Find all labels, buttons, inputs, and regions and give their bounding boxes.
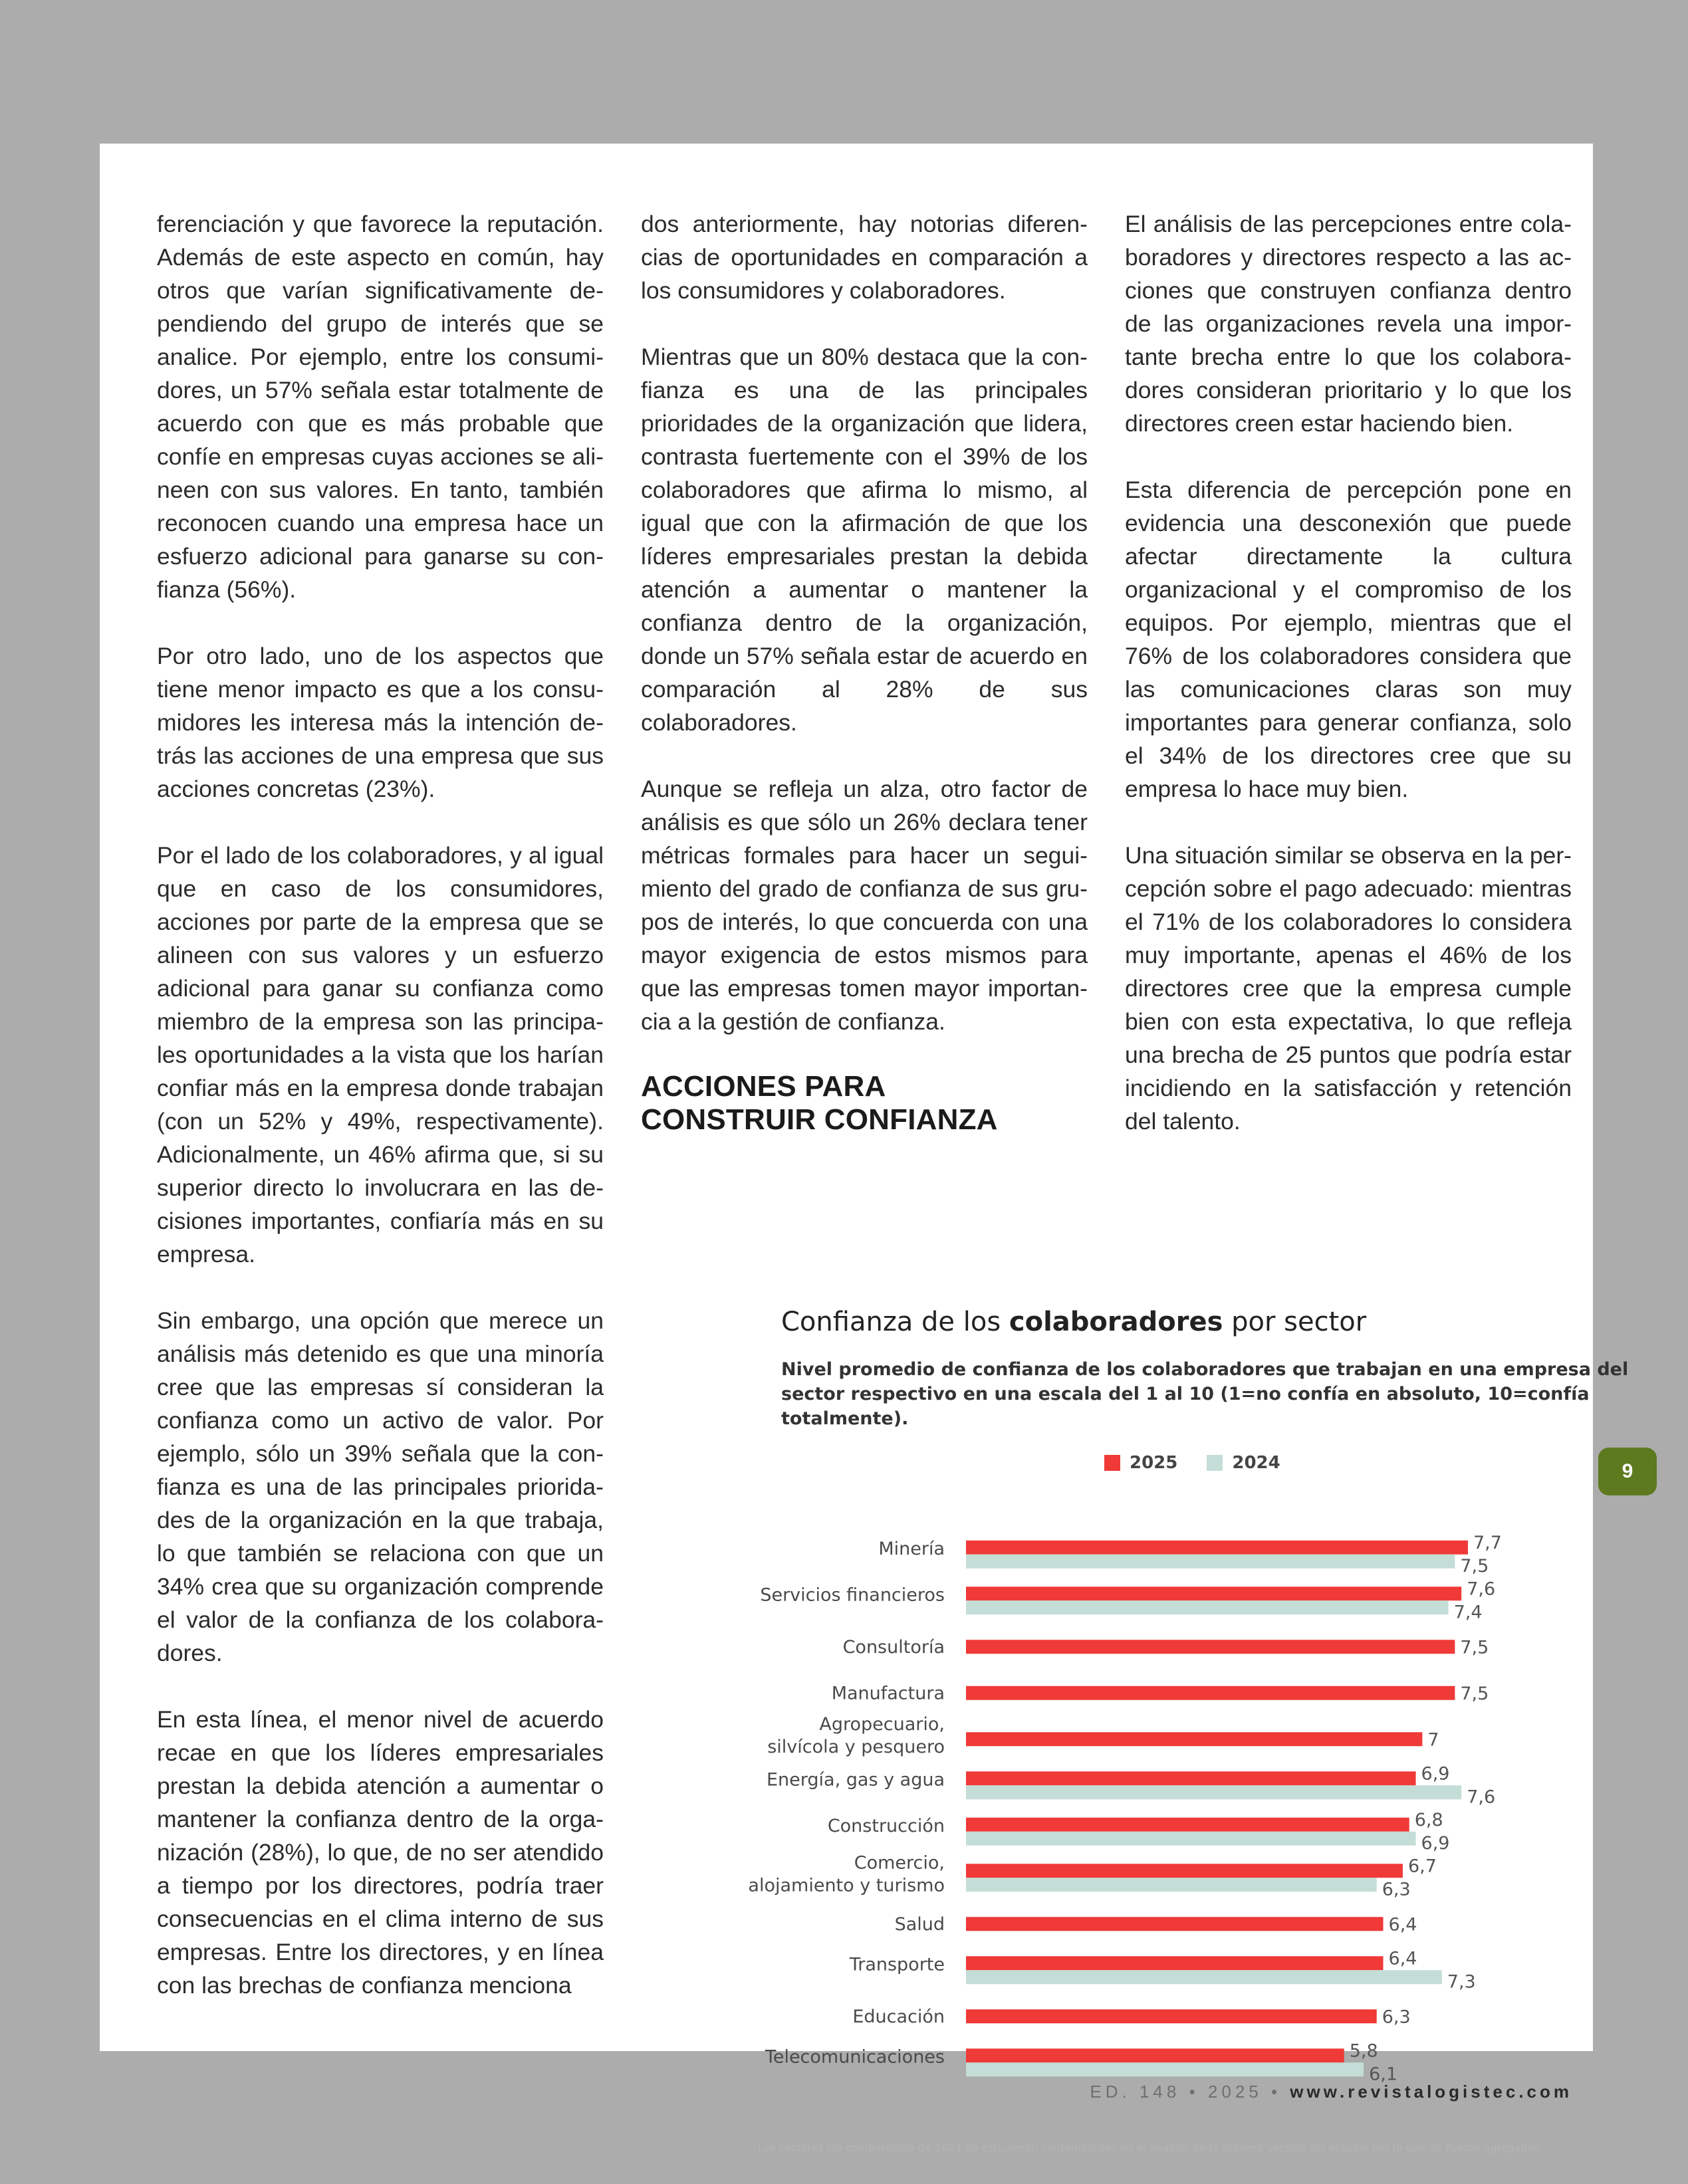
value-label-2024: 7,5 — [1460, 1555, 1489, 1577]
value-label-2024: 7,3 — [1447, 1971, 1476, 1993]
bar-2024 — [966, 1878, 1377, 1892]
bar-2025 — [966, 1818, 1409, 1832]
paragraph: En esta línea, el menor nivel de acuerdo recae en que los líderes empresariales prestan la debida atención a aumentar o mantener la confianza dentro de la organización (28%), lo que, de no ser atendido a tiempo por los directores, podría traer consecuencias en el clima interno de sus empresas. Entre los directores, y en línea con las brechas de confianza menciona — [157, 1706, 604, 1999]
paragraph: Por otro lado, uno de los aspectos que tiene menor impacto es que a los consumidores les interesa más la intención detrás las acciones de una empresa que sus acciones concretas (23%). — [157, 643, 604, 802]
bar-2025 — [966, 1686, 1455, 1700]
value-label-2025: 6,4 — [1388, 1914, 1417, 1935]
category-label — [767, 1714, 945, 1757]
paragraph: dos anteriormente, hay notorias diferencias de oportunidades en comparación a los consumidores y colaboradores. — [641, 211, 1088, 304]
category-label: Educación — [852, 2006, 945, 2027]
bar-2024 — [966, 1600, 1449, 1614]
value-label-2025: 7,7 — [1473, 1532, 1502, 1553]
footer-url[interactable]: www.revistalogistec.com — [1290, 2082, 1572, 2102]
category-label: Energía, gas y agua — [767, 1769, 945, 1791]
category-label: Construcción — [827, 1815, 945, 1836]
chart-title-prefix: Confianza de los — [781, 1307, 1009, 1337]
value-label-2024: 7,4 — [1453, 1602, 1483, 1623]
chart-footnote: ¹Los sectores sin comparación de 2024 no estuvieron contemplados en el análisis de la primera versión del estudio por lo que no fueron agregados. — [753, 2141, 1543, 2154]
value-label-2025: 6,9 — [1421, 1763, 1450, 1785]
category-label-line: Agropecuario, — [819, 1713, 945, 1735]
bar-2024 — [966, 1832, 1416, 1846]
value-label-2024: 6,9 — [1421, 1832, 1450, 1854]
paragraph: Aunque se refleja un alza, otro factor de análisis es que sólo un 26% declara tener métricas formales para hacer un seguimiento del grado de confianza de sus grupos de interés, lo que concuerda con una mayor exigencia de estos mismos para que las empresas tomen mayor importancia a la gestión de confianza. — [641, 776, 1088, 1035]
category-label-line: silvícola y pesquero — [767, 1736, 945, 1757]
text-column-1 — [157, 207, 604, 2035]
footer — [1090, 2082, 1572, 2102]
section-heading — [641, 1070, 1088, 1137]
footer-edition: ED. 148 • 2025 • — [1090, 2082, 1290, 2102]
value-label-2025: 6,3 — [1382, 2007, 1411, 2028]
bar-2024 — [966, 1970, 1442, 1984]
value-label-2025: 7 — [1427, 1729, 1439, 1751]
text-column-3 — [1125, 207, 1572, 1171]
paragraph: ferenciación y que favorece la reputación. Además de este aspecto en común, hay otros que varían significativamente dependiendo del grupo de interés que se analice. Por ejemplo, entre los consumidores, un 57% señala estar totalmente de acuerdo con que es más probable que confíe en empresas cuyas acciones se alineen con sus valores. En tanto, también reconocen cuando una empresa hace un esfuerzo adicional para ganarse su confianza (56%). — [157, 211, 604, 603]
bar-2025 — [966, 1732, 1422, 1746]
bar-2025 — [966, 2009, 1377, 2023]
value-label-2024: 7,6 — [1467, 1787, 1496, 1808]
section-heading-line-2: CONSTRUIR CONFIANZA — [641, 1103, 998, 1136]
value-label-2025: 6,4 — [1388, 1948, 1417, 1969]
category-label: Transporte — [849, 1954, 945, 1975]
chart-title-suffix: por sector — [1223, 1307, 1367, 1337]
paragraph: Esta diferencia de percepción pone en evidencia una desconexión que puede afectar directamente la cultura organizacional y el compromiso de los equipos. Por ejemplo, mientras que el 76% de los colaboradores considera que las comunicaciones claras son muy importantes para generar confianza, solo el 34% de los directores cree que su empresa lo hace muy bien. — [1125, 477, 1572, 802]
value-label-2025: 7,5 — [1460, 1637, 1489, 1658]
bar-2025 — [966, 1956, 1384, 1970]
value-label-2024: 6,1 — [1369, 2064, 1398, 2085]
section-heading-line-1: ACCIONES PARA — [641, 1070, 886, 1103]
paragraph: El análisis de las percepciones entre colaboradores y directores respecto a las acciones que construyen confianza dentro de las organizaciones revela una importante brecha entre lo que los colaboradores consideran prioritario y lo que los directores creen estar haciendo bien. — [1125, 211, 1572, 437]
legend-label-2025: 2025 — [1130, 1453, 1178, 1473]
sector-trust-chart — [741, 1300, 1685, 2184]
chart-subtitle: Nivel promedio de confianza de los colaboradores que trabajan en una empresa del sector respectivo en una escala del 1 al 10 (1=no confía en absoluto, 10=confía totalmente). — [781, 1359, 1629, 1429]
chart-title-bold: colaboradores — [1009, 1307, 1223, 1337]
bar-2025 — [966, 1917, 1384, 1931]
value-label-2025: 6,7 — [1407, 1856, 1437, 1877]
category-label — [748, 1852, 945, 1896]
bar-2025 — [966, 1640, 1455, 1654]
legend-label-2024: 2024 — [1232, 1453, 1280, 1473]
bar-2024 — [966, 2062, 1364, 2076]
value-label-2025: 6,8 — [1414, 1809, 1443, 1830]
bar-2025 — [966, 1541, 1468, 1555]
category-label-line: Comercio, — [854, 1852, 945, 1874]
chart-plot-area — [741, 1300, 1685, 2184]
bar-2024 — [966, 1555, 1455, 1569]
paragraph: Una situación similar se observa en la percepción sobre el pago adecuado: mientras el 71% de los colaboradores lo considera muy importante, apenas el 46% de los directores cree que la empresa cumple bien con esta expectativa, lo que refleja una brecha de 25 puntos que podría estar incidiendo en la satisfacción y retención del talento. — [1125, 842, 1572, 1135]
paragraph: Por el lado de los colaboradores, y al igual que en caso de los consumidores, acciones por parte de la empresa que se alineen con sus valores y un esfuerzo adicional para ganar su confianza como miembro de la empresa son las principales oportunidades a la vista que los harían confiar más en la empresa donde trabajan (con un 52% y 49%, respectivamente). Adicionalmente, un 46% afirma que, si su superior directo lo involucrara en las decisiones importantes, confiaría más en su empresa. — [157, 842, 604, 1267]
value-label-2025: 5,8 — [1349, 2040, 1378, 2062]
category-label: Consultoría — [842, 1636, 945, 1658]
category-label: Salud — [894, 1913, 945, 1935]
paragraph: Mientras que un 80% destaca que la confianza es una de las principales prioridades de la organización que lidera, contrasta fuertemente con el 39% de los colaboradores que afirma lo mismo, al igual que con la afirmación de que los líderes empresariales prestan la debida atención a aumentar o mantener la confianza dentro de la organización, donde un 57% señala estar de acuerdo en comparación al 28% de sus colaboradores. — [641, 344, 1088, 736]
value-label-2025: 7,6 — [1467, 1579, 1496, 1600]
category-label-line: alojamiento y turismo — [748, 1875, 945, 1896]
text-column-2 — [641, 207, 1088, 1137]
bar-2025 — [966, 2048, 1344, 2062]
bar-2025 — [966, 1864, 1403, 1878]
value-label-2024: 6,3 — [1382, 1879, 1411, 1900]
category-label: Telecomunicaciones — [765, 2046, 945, 2068]
bar-2024 — [966, 1785, 1461, 1799]
paragraph: Sin embargo, una opción que merece un análisis más detenido es que una minoría cree que las empresas sí consideran la confianza como un activo de valor. Por ejemplo, sólo un 39% señala que la confianza es una de las principales prioridades de la organización en la que trabaja, lo que también se relaciona con que un 34% crea que su organización comprende el valor de la confianza de los colaboradores. — [157, 1307, 604, 1666]
bar-2025 — [966, 1586, 1461, 1600]
category-label: Manufactura — [831, 1683, 945, 1704]
value-label-2025: 7,5 — [1460, 1683, 1489, 1704]
category-label: Servicios financieros — [760, 1584, 945, 1606]
page-number-badge: 9 — [1598, 1448, 1657, 1495]
category-label: Minería — [878, 1538, 945, 1559]
bar-2025 — [966, 1771, 1416, 1785]
